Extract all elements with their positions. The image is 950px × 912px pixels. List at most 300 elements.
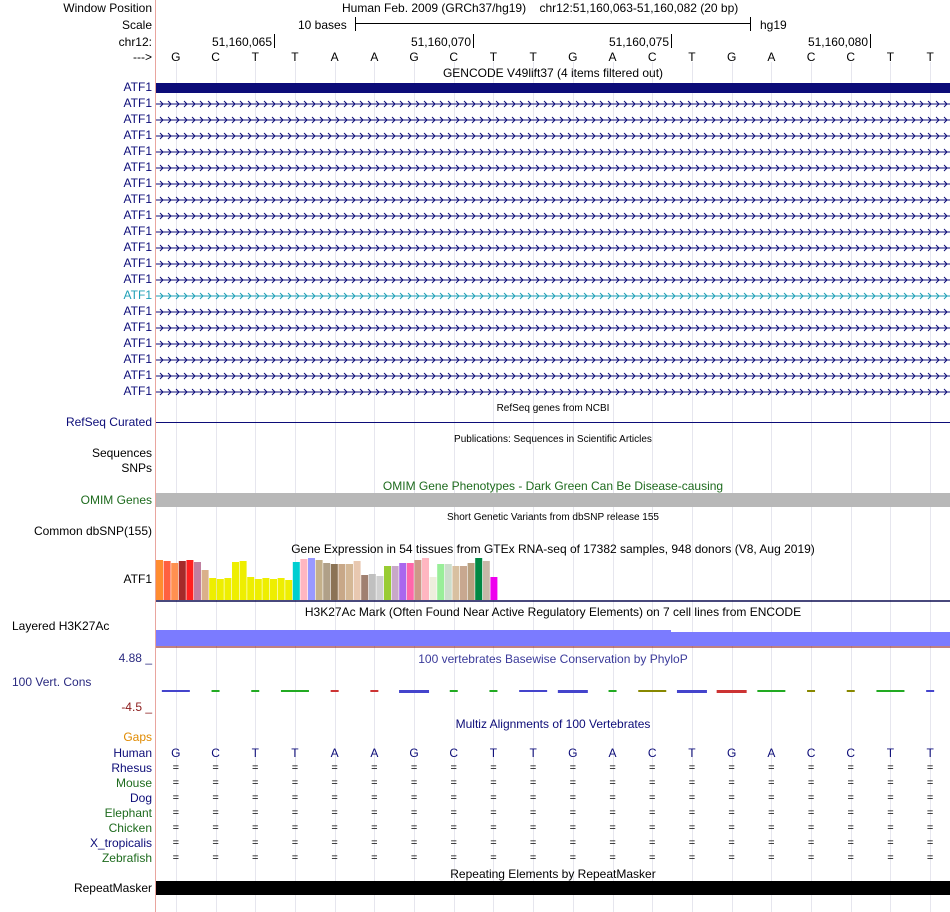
dna-base: C xyxy=(211,50,220,64)
dna-base: C xyxy=(449,50,459,64)
gtex-tissue-bar[interactable] xyxy=(240,561,247,600)
multiz-identity-mark: = xyxy=(649,792,656,804)
gencode-transcript[interactable] xyxy=(156,370,950,380)
multiz-identity-mark: = xyxy=(331,777,338,789)
gtex-tissue-bar[interactable] xyxy=(460,566,467,600)
multiz-human-base: A xyxy=(370,746,379,760)
gencode-item-label[interactable]: ATF1 xyxy=(123,288,152,302)
multiz-identity-mark: = xyxy=(212,822,219,834)
gtex-tissue-bar[interactable] xyxy=(308,558,315,600)
phylop-mark[interactable] xyxy=(926,690,934,692)
gtex-tissue-bar[interactable] xyxy=(323,563,330,600)
multiz-identity-mark: = xyxy=(490,822,497,834)
gtex-track-title: Gene Expression in 54 tissues from GTEx RNA-seq of 17382 samples, 948 donors (V8, Aug 2019) xyxy=(291,542,815,556)
dna-base: T xyxy=(291,50,299,64)
gencode-transcript[interactable] xyxy=(156,354,950,364)
dna-base: G xyxy=(568,50,578,64)
gencode-transcript[interactable] xyxy=(156,306,950,316)
gtex-tissue-bar[interactable] xyxy=(361,575,368,600)
dna-base: T xyxy=(489,50,498,64)
coordinate-label: 51,160,070 xyxy=(410,35,471,49)
gencode-transcript[interactable] xyxy=(156,338,950,348)
multiz-identity-mark: = xyxy=(926,837,934,849)
multiz-identity-mark: = xyxy=(172,807,180,819)
phylop-mark[interactable] xyxy=(807,690,815,692)
multiz-identity-mark: = xyxy=(609,822,616,834)
gtex-tissue-bar[interactable] xyxy=(186,560,193,600)
repeatmasker-track-label[interactable]: RepeatMasker xyxy=(73,881,152,895)
multiz-identity-mark: = xyxy=(768,762,775,774)
dna-base: G xyxy=(726,50,737,64)
gtex-tissue-bar[interactable] xyxy=(399,563,406,600)
multiz-identity-mark: = xyxy=(252,837,259,849)
dna-base: G xyxy=(171,50,181,64)
multiz-identity-mark: = xyxy=(609,792,616,804)
phylop-max-label: 4.88 _ xyxy=(118,651,152,665)
gtex-tissue-bar[interactable] xyxy=(445,564,452,600)
multiz-identity-mark: = xyxy=(212,792,219,804)
gencode-transcript[interactable] xyxy=(156,162,950,172)
gencode-item-label[interactable]: ATF1 xyxy=(123,256,152,270)
gencode-item-label[interactable]: ATF1 xyxy=(123,368,152,382)
multiz-track-title: Multiz Alignments of 100 Vertebrates xyxy=(455,717,651,731)
gtex-tissue-bar[interactable] xyxy=(278,578,285,600)
gencode-transcript[interactable] xyxy=(156,386,950,396)
multiz-identity-mark: = xyxy=(291,792,299,804)
multiz-human-base: A xyxy=(767,746,776,760)
h3k27ac-track-title: H3K27Ac Mark (Often Found Near Active Regulatory Elements) on 7 cell lines from ENCODE xyxy=(304,605,802,619)
multiz-identity-mark: = xyxy=(649,762,656,774)
gencode-transcript[interactable] xyxy=(156,194,950,204)
phylop-mark[interactable] xyxy=(876,690,904,692)
multiz-identity-mark: = xyxy=(768,807,775,819)
multiz-identity-mark: = xyxy=(728,807,735,819)
multiz-identity-mark: = xyxy=(172,822,180,834)
gtex-tissue-bar[interactable] xyxy=(468,563,475,600)
gencode-transcript[interactable] xyxy=(156,98,950,108)
multiz-identity-mark: = xyxy=(649,822,656,834)
phylop-mark[interactable] xyxy=(677,690,707,693)
gtex-tissue-bar[interactable] xyxy=(376,576,383,600)
multiz-species-label: Elephant xyxy=(104,806,152,820)
multiz-identity-mark: = xyxy=(926,792,934,804)
phylop-mark[interactable] xyxy=(489,690,497,692)
dna-base: A xyxy=(330,50,339,64)
multiz-identity-mark: = xyxy=(728,792,735,804)
repeatmasker-track-title: Repeating Elements by RepeatMasker xyxy=(450,867,656,881)
multiz-identity-mark: = xyxy=(649,852,656,864)
track-data-area[interactable] xyxy=(156,0,950,912)
h3k27ac-signal-segment[interactable] xyxy=(156,630,671,646)
multiz-identity-mark: = xyxy=(728,762,735,774)
coordinate-label: 51,160,065 xyxy=(211,35,272,49)
coordinate-tick xyxy=(473,34,474,48)
h3k27ac-signal[interactable] xyxy=(156,619,950,649)
dna-base: A xyxy=(370,50,379,64)
multiz-identity-mark: = xyxy=(768,777,775,789)
phylop-mark[interactable] xyxy=(847,690,855,692)
multiz-identity-mark: = xyxy=(807,852,815,864)
omim-track-label[interactable]: OMIM Genes xyxy=(80,493,152,507)
gencode-item-label[interactable]: ATF1 xyxy=(123,192,152,206)
phylop-mark[interactable] xyxy=(450,690,458,692)
multiz-identity-mark: = xyxy=(887,777,894,789)
multiz-identity-mark: = xyxy=(609,762,616,774)
multiz-identity-mark: = xyxy=(450,852,457,864)
phylop-mark[interactable] xyxy=(609,690,617,692)
multiz-identity-mark: = xyxy=(291,852,299,864)
gencode-item-label[interactable]: ATF1 xyxy=(123,384,152,398)
gtex-tissue-bar[interactable] xyxy=(338,564,345,600)
multiz-species-label: Mouse xyxy=(115,776,152,790)
multiz-identity-mark: = xyxy=(212,807,219,819)
gencode-transcript[interactable] xyxy=(156,130,950,140)
publications-track-title: Publications: Sequences in Scientific Articles xyxy=(454,434,652,445)
multiz-identity-mark: = xyxy=(609,777,616,789)
gtex-tissue-bar[interactable] xyxy=(430,577,437,600)
multiz-human-base: A xyxy=(608,746,617,760)
gencode-item-label[interactable]: ATF1 xyxy=(123,272,152,286)
gtex-tissue-bar[interactable] xyxy=(300,559,307,600)
multiz-human-base: T xyxy=(688,746,696,760)
multiz-identity-mark: = xyxy=(291,777,299,789)
multiz-human-base: T xyxy=(529,746,537,760)
multiz-identity-mark: = xyxy=(649,807,656,819)
multiz-identity-mark: = xyxy=(847,762,854,774)
gencode-item-label[interactable]: ATF1 xyxy=(123,304,152,318)
multiz-identity-mark: = xyxy=(688,762,696,774)
multiz-species-label: Dog xyxy=(129,791,152,805)
multiz-identity-mark: = xyxy=(331,807,338,819)
gencode-transcript[interactable] xyxy=(156,274,950,284)
multiz-identity-mark: = xyxy=(252,777,259,789)
phylop-mark[interactable] xyxy=(251,690,259,692)
multiz-identity-mark: = xyxy=(252,807,259,819)
gtex-tissue-bar[interactable] xyxy=(224,578,231,600)
gencode-item-label[interactable]: ATF1 xyxy=(123,176,152,190)
multiz-identity-mark: = xyxy=(291,762,299,774)
multiz-human-base: G xyxy=(726,746,737,760)
multiz-identity-mark: = xyxy=(529,807,537,819)
gencode-transcript[interactable] xyxy=(156,226,950,236)
track-labels-column xyxy=(0,0,155,912)
gtex-tissue-bar[interactable] xyxy=(217,579,224,600)
phylop-mark[interactable] xyxy=(370,690,378,692)
multiz-identity-mark: = xyxy=(331,837,338,849)
phylop-mark[interactable] xyxy=(558,690,588,693)
multiz-human-base: C xyxy=(846,746,856,760)
window-position-label: Window Position xyxy=(63,1,152,15)
multiz-identity-mark: = xyxy=(331,822,338,834)
h3k27ac-signal-segment[interactable] xyxy=(671,632,950,646)
phylop-mark[interactable] xyxy=(162,690,190,692)
phylop-track-label[interactable]: 100 Vert. Cons xyxy=(12,675,92,689)
gtex-track-label[interactable]: ATF1 xyxy=(123,572,152,586)
gencode-item-label[interactable]: ATF1 xyxy=(123,224,152,238)
gtex-tissue-bar[interactable] xyxy=(194,562,201,600)
gencode-item-label[interactable]: ATF1 xyxy=(123,352,152,366)
multiz-species-label: X_tropicalis xyxy=(89,836,152,850)
dna-base: C xyxy=(647,50,657,64)
gtex-tissue-bar[interactable] xyxy=(255,579,262,600)
gtex-tissue-bar[interactable] xyxy=(346,564,353,600)
gencode-item-label[interactable]: ATF1 xyxy=(123,240,152,254)
gencode-transcript[interactable] xyxy=(156,210,950,220)
multiz-identity-mark: = xyxy=(371,852,378,864)
gtex-tissue-bar[interactable] xyxy=(209,578,216,600)
gtex-tissue-bar[interactable] xyxy=(179,561,186,600)
gtex-tissue-bar[interactable] xyxy=(232,562,239,600)
phylop-min-label: -4.5 _ xyxy=(121,700,152,714)
multiz-identity-mark: = xyxy=(529,837,537,849)
multiz-identity-mark: = xyxy=(371,792,378,804)
multiz-identity-mark: = xyxy=(807,837,815,849)
phylop-mark[interactable] xyxy=(519,690,547,692)
multiz-identity-mark: = xyxy=(410,777,418,789)
multiz-identity-mark: = xyxy=(410,852,418,864)
multiz-identity-mark: = xyxy=(887,837,894,849)
multiz-identity-mark: = xyxy=(847,852,854,864)
multiz-identity-mark: = xyxy=(887,822,894,834)
refseq-track-title: RefSeq genes from NCBI xyxy=(496,403,610,414)
scale-label: Scale xyxy=(121,18,152,32)
gtex-tissue-bar[interactable] xyxy=(422,558,429,600)
gencode-item-label[interactable]: ATF1 xyxy=(123,160,152,174)
gencode-item-label[interactable]: ATF1 xyxy=(123,80,152,94)
gencode-item-label[interactable]: ATF1 xyxy=(123,144,152,158)
multiz-identity-mark: = xyxy=(172,852,180,864)
gtex-bar-chart[interactable] xyxy=(156,556,950,602)
phylop-signal[interactable] xyxy=(156,684,950,700)
gtex-tissue-bar[interactable] xyxy=(437,564,444,600)
multiz-identity-mark: = xyxy=(212,777,219,789)
dna-base: T xyxy=(251,50,259,64)
multiz-identity-mark: = xyxy=(371,762,378,774)
phylop-mark[interactable] xyxy=(757,690,785,692)
multiz-identity-mark: = xyxy=(252,762,259,774)
gencode-transcript[interactable] xyxy=(156,290,950,300)
multiz-human-base: T xyxy=(291,746,299,760)
gencode-transcript[interactable] xyxy=(156,146,950,156)
gtex-tissue-bar[interactable] xyxy=(407,563,414,600)
multiz-identity-mark: = xyxy=(926,777,934,789)
scale-bar xyxy=(355,23,751,24)
repeatmasker-element[interactable] xyxy=(156,881,950,895)
multiz-identity-mark: = xyxy=(887,762,894,774)
gtex-tissue-bar[interactable] xyxy=(452,566,459,600)
multiz-identity-mark: = xyxy=(212,837,219,849)
multiz-human-base: T xyxy=(926,746,934,760)
multiz-identity-mark: = xyxy=(450,807,457,819)
multiz-identity-mark: = xyxy=(926,852,934,864)
multiz-identity-mark: = xyxy=(688,852,696,864)
multiz-identity-mark: = xyxy=(926,822,934,834)
multiz-human-base: T xyxy=(886,746,895,760)
multiz-identity-mark: = xyxy=(569,792,577,804)
multiz-identity-mark: = xyxy=(768,837,775,849)
gtex-tissue-bar[interactable] xyxy=(316,560,323,600)
multiz-identity-mark: = xyxy=(847,807,854,819)
gencode-track-title: GENCODE V49lift37 (4 items filtered out) xyxy=(442,66,664,80)
multiz-identity-mark: = xyxy=(926,807,934,819)
phylop-mark[interactable] xyxy=(331,690,339,692)
multiz-identity-mark: = xyxy=(291,822,299,834)
multiz-identity-mark: = xyxy=(807,762,815,774)
multiz-human-base: G xyxy=(568,746,578,760)
multiz-identity-mark: = xyxy=(649,837,656,849)
multiz-identity-mark: = xyxy=(807,807,815,819)
gtex-tissue-bar[interactable] xyxy=(164,561,171,600)
multiz-identity-mark: = xyxy=(252,822,259,834)
gtex-tissue-bar[interactable] xyxy=(392,566,399,600)
gtex-tissue-bar[interactable] xyxy=(293,562,300,600)
multiz-human-base: C xyxy=(449,746,459,760)
dna-base: T xyxy=(529,50,537,64)
multiz-species-label: Chicken xyxy=(108,821,152,835)
multiz-identity-mark: = xyxy=(450,822,457,834)
gencode-item-label[interactable]: ATF1 xyxy=(123,96,152,110)
publications-track-label[interactable]: Sequences xyxy=(91,446,152,460)
gtex-tissue-bar[interactable] xyxy=(247,577,254,600)
gtex-tissue-bar[interactable] xyxy=(331,564,338,600)
multiz-identity-mark: = xyxy=(569,762,577,774)
gencode-item-label[interactable]: ATF1 xyxy=(123,336,152,350)
scale-bar-left-tick xyxy=(355,17,356,31)
multiz-identity-mark: = xyxy=(490,792,497,804)
gtex-tissue-bar[interactable] xyxy=(384,566,391,600)
multiz-identity-mark: = xyxy=(490,777,497,789)
multiz-human-base: C xyxy=(211,746,220,760)
dna-base: T xyxy=(926,50,934,64)
assembly-info xyxy=(342,1,738,15)
multiz-identity-mark: = xyxy=(172,777,180,789)
multiz-identity-mark: = xyxy=(450,762,457,774)
db-text: hg19 xyxy=(760,18,787,32)
phylop-mark[interactable] xyxy=(638,690,666,692)
multiz-identity-mark: = xyxy=(450,777,457,789)
phylop-track-title: 100 vertebrates Basewise Conservation by PhyloP xyxy=(418,652,688,666)
gencode-item-label[interactable]: ATF1 xyxy=(123,320,152,334)
dna-base: G xyxy=(409,50,419,64)
gtex-tissue-bar[interactable] xyxy=(270,579,277,600)
gencode-item-label[interactable]: ATF1 xyxy=(123,112,152,126)
snps-track-label[interactable]: SNPs xyxy=(121,461,152,475)
chrom-label: chr12: xyxy=(118,35,152,49)
multiz-identity-mark: = xyxy=(529,777,537,789)
h3k27ac-track-label[interactable]: Layered H3K27Ac xyxy=(12,619,110,633)
dna-base: A xyxy=(608,50,617,64)
multiz-gaps-label: Gaps xyxy=(123,730,152,744)
multiz-identity-mark: = xyxy=(529,792,537,804)
multiz-identity-mark: = xyxy=(252,792,259,804)
omim-gene-bar[interactable] xyxy=(156,493,950,507)
multiz-identity-mark: = xyxy=(807,777,815,789)
gencode-transcript[interactable] xyxy=(156,242,950,252)
multiz-identity-mark: = xyxy=(529,822,537,834)
gtex-tissue-bar[interactable] xyxy=(285,580,292,600)
multiz-identity-mark: = xyxy=(728,852,735,864)
gencode-item-label[interactable]: ATF1 xyxy=(123,208,152,222)
multiz-human-base: T xyxy=(251,746,259,760)
gtex-tissue-bar[interactable] xyxy=(156,560,163,600)
multiz-identity-mark: = xyxy=(490,852,497,864)
multiz-identity-mark: = xyxy=(847,822,854,834)
dna-base: C xyxy=(846,50,856,64)
multiz-identity-mark: = xyxy=(410,762,418,774)
gtex-tissue-bar[interactable] xyxy=(475,558,482,600)
dna-base: T xyxy=(886,50,895,64)
multiz-human-base: G xyxy=(171,746,181,760)
multiz-identity-mark: = xyxy=(688,777,696,789)
gencode-item-label[interactable]: ATF1 xyxy=(123,128,152,142)
coordinate-tick xyxy=(870,34,871,48)
multiz-identity-mark: = xyxy=(371,822,378,834)
multiz-identity-mark: = xyxy=(410,822,418,834)
gtex-tissue-bar[interactable] xyxy=(262,578,269,600)
phylop-mark[interactable] xyxy=(212,690,220,692)
scale-text: 10 bases xyxy=(298,18,347,32)
coordinate-label: 51,160,075 xyxy=(608,35,669,49)
multiz-identity-mark: = xyxy=(847,777,854,789)
scale-bar-right-tick xyxy=(750,17,751,31)
multiz-identity-mark: = xyxy=(887,807,894,819)
multiz-identity-mark: = xyxy=(450,792,457,804)
omim-track-title: OMIM Gene Phenotypes - Dark Green Can Be Disease-causing xyxy=(382,479,724,493)
multiz-identity-mark: = xyxy=(569,852,577,864)
gencode-transcript[interactable] xyxy=(156,322,950,332)
position-text: chr12:51,160,063-51,160,082 (20 bp) xyxy=(539,1,739,15)
multiz-identity-mark: = xyxy=(291,837,299,849)
phylop-mark[interactable] xyxy=(281,690,309,692)
gtex-tissue-bar[interactable] xyxy=(354,561,361,600)
strand-label: ---> xyxy=(133,50,152,64)
gtex-tissue-bar[interactable] xyxy=(202,570,209,600)
multiz-identity-mark: = xyxy=(847,792,854,804)
phylop-mark[interactable] xyxy=(399,690,429,693)
multiz-identity-mark: = xyxy=(569,837,577,849)
gtex-tissue-bar[interactable] xyxy=(414,560,421,600)
multiz-identity-mark: = xyxy=(728,822,735,834)
multiz-identity-mark: = xyxy=(847,837,854,849)
multiz-identity-mark: = xyxy=(410,807,418,819)
multiz-identity-mark: = xyxy=(331,792,338,804)
multiz-identity-mark: = xyxy=(172,762,180,774)
multiz-identity-mark: = xyxy=(688,792,696,804)
multiz-identity-mark: = xyxy=(768,852,775,864)
multiz-identity-mark: = xyxy=(172,792,180,804)
gtex-tissue-bar[interactable] xyxy=(171,563,178,600)
multiz-species-label: Rhesus xyxy=(111,761,152,775)
gtex-tissue-bar[interactable] xyxy=(483,561,490,600)
gtex-tissue-bar[interactable] xyxy=(369,574,376,600)
gencode-transcript[interactable] xyxy=(156,258,950,268)
gencode-transcript[interactable] xyxy=(156,114,950,124)
multiz-identity-mark: = xyxy=(490,837,497,849)
dna-base: A xyxy=(767,50,776,64)
gtex-tissue-bar[interactable] xyxy=(490,577,497,600)
refseq-gene-line[interactable] xyxy=(156,422,950,423)
multiz-identity-mark: = xyxy=(371,837,378,849)
multiz-identity-mark: = xyxy=(887,792,894,804)
phylop-mark[interactable] xyxy=(717,690,747,693)
multiz-identity-mark: = xyxy=(688,807,696,819)
refseq-track-label[interactable]: RefSeq Curated xyxy=(65,415,152,429)
multiz-identity-mark: = xyxy=(529,852,537,864)
gencode-transcript[interactable] xyxy=(156,178,950,188)
dbsnp-track-label[interactable]: Common dbSNP(155) xyxy=(33,524,152,538)
gencode-transcript[interactable] xyxy=(156,83,950,93)
multiz-identity-mark: = xyxy=(529,762,537,774)
